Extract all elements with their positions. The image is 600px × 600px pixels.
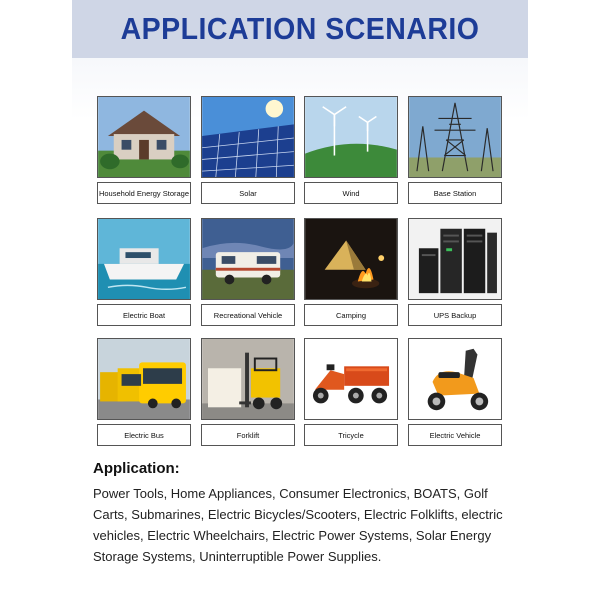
header-banner: [72, 0, 528, 58]
scenario-label: Solar: [201, 182, 295, 204]
scenario-label: Forklift: [201, 424, 295, 446]
scenario-label: Camping: [304, 304, 398, 326]
scenario-label: Base Station: [408, 182, 502, 204]
scenario-label: Electric Boat: [97, 304, 191, 326]
server-rack-icon: [408, 218, 502, 300]
scenario-label: Electric Bus: [97, 424, 191, 446]
scenario-label: UPS Backup: [408, 304, 502, 326]
application-text: Power Tools, Home Appliances, Consumer Electronics, BOATS, Golf Carts, Submarines, Electric Bicycles/Scooters, Electric Folklifts, electric vehicles, Electric Wheelchairs, Electric Power Systems, Solar Energy Storage Systems, Uninterruptible Power Supplies.: [93, 486, 503, 564]
transmission-tower-icon: [408, 96, 502, 178]
forklift-icon: [201, 338, 295, 420]
scenario-label: Tricycle: [304, 424, 398, 446]
wind-turbine-icon: [304, 96, 398, 178]
boat-icon: [97, 218, 191, 300]
page-title: APPLICATION SCENARIO: [120, 11, 480, 46]
house-icon: [97, 96, 191, 178]
bus-icon: [97, 338, 191, 420]
scenario-label: Recreational Vehicle: [201, 304, 295, 326]
campfire-icon: [304, 218, 398, 300]
solar-panel-icon: [201, 96, 295, 178]
tricycle-icon: [304, 338, 398, 420]
scenario-label: Electric Vehicle: [408, 424, 502, 446]
scenario-label: Household Energy Storage: [97, 182, 191, 204]
application-heading: Application:: [93, 460, 180, 477]
scenario-label: Wind: [304, 182, 398, 204]
rv-icon: [201, 218, 295, 300]
scooter-icon: [408, 338, 502, 420]
